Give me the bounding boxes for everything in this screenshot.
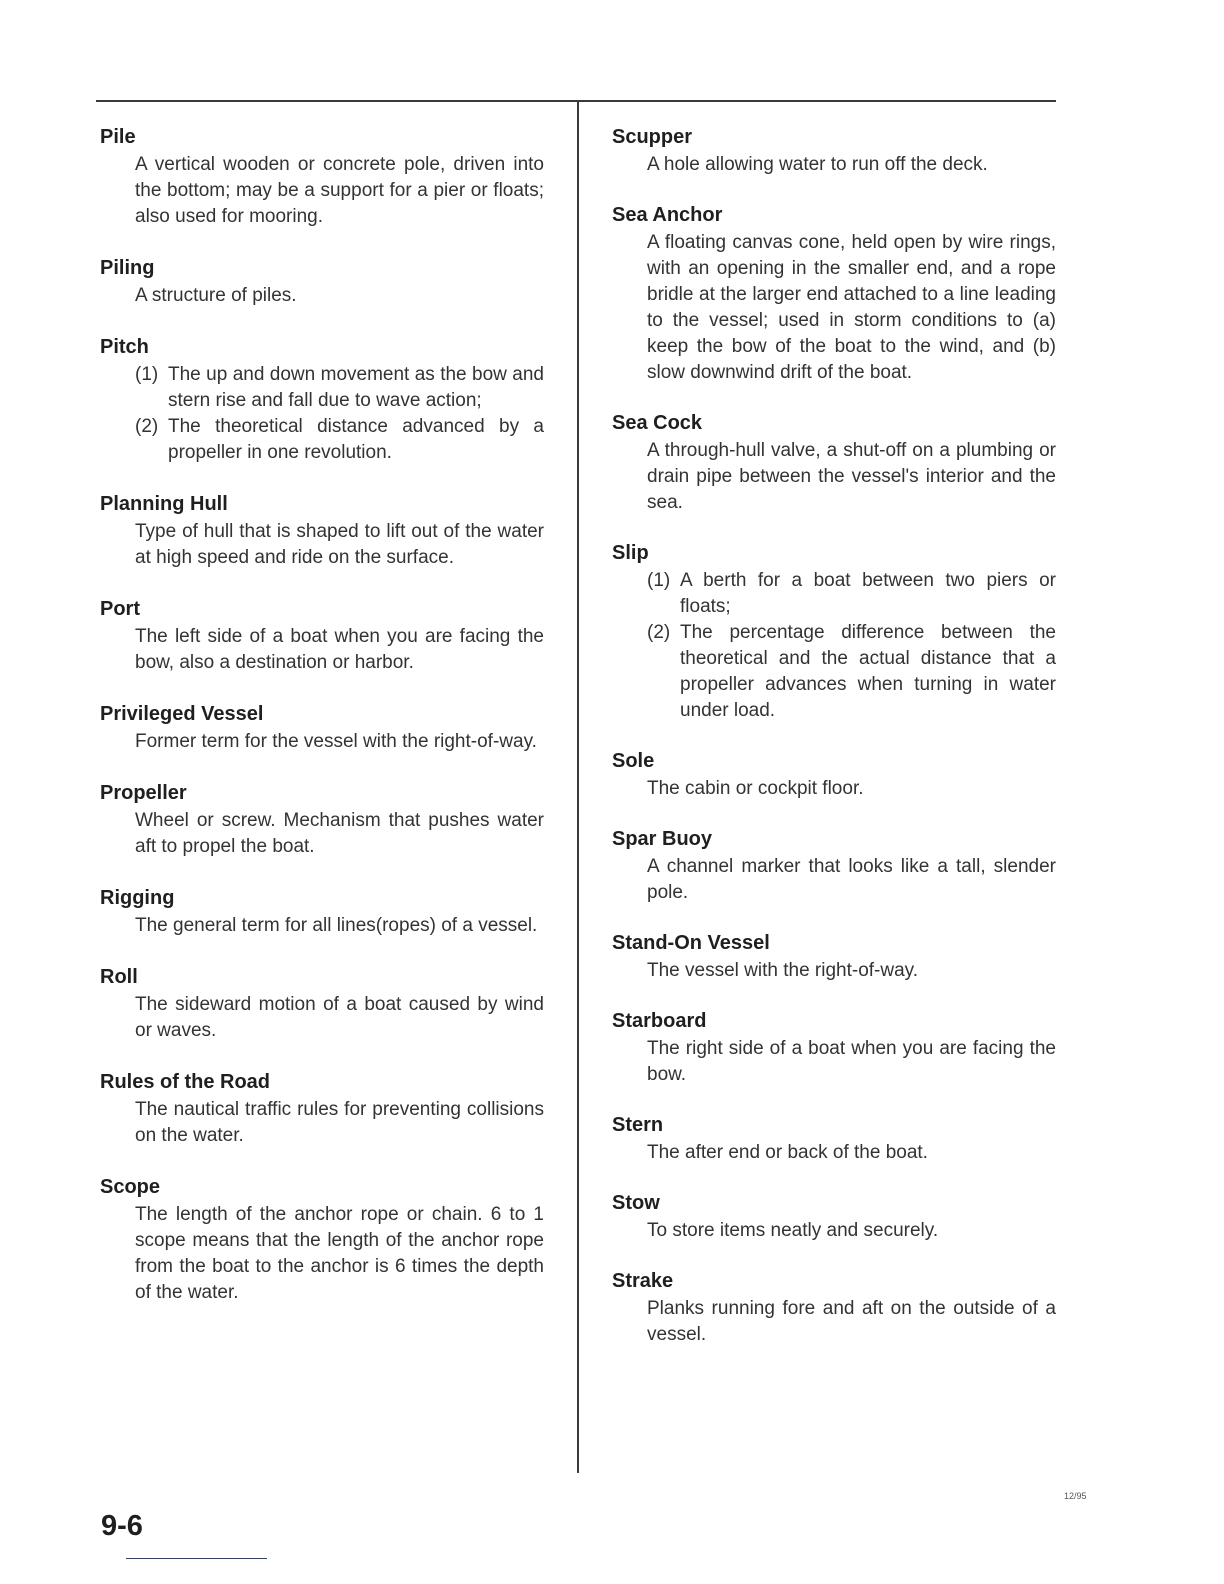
term-title: Rules of the Road [100,1071,271,1093]
glossary-entry-roll [100,962,544,1044]
term-title: Strake [612,1270,674,1292]
term-definition: The general term for all lines(ropes) of a vessel. [135,915,538,936]
term-definition: A vertical wooden or concrete pole, driven into the bottom; may be a support for a pier or floats; also used for mooring. [135,154,544,227]
glossary-entry-stand-on-vessel [612,928,1056,984]
document-code: 12/95 [1064,1491,1087,1501]
term-definition: The left side of a boat when you are facing the bow, also a destination or harbor. [135,626,544,673]
term-definition: The nautical traffic rules for preventing collisions on the water. [135,1099,544,1146]
term-title: Propeller [100,782,187,804]
term-title: Stow [612,1192,660,1214]
item-text: A berth for a boat between two piers or floats; [680,570,1056,617]
term-definition: The vessel with the right-of-way. [647,960,919,981]
term-definition: Wheel or screw. Mechanism that pushes water aft to propel the boat. [135,810,544,857]
bottom-rule [126,1558,267,1559]
term-title: Port [100,598,140,620]
item-number: (2) [135,416,159,437]
glossary-entry-piling [100,253,544,309]
glossary-entry-stern [612,1110,1056,1166]
glossary-entry-sea-anchor [612,200,1056,386]
glossary-entry-stow [612,1188,1056,1244]
item-number: (1) [647,570,671,591]
glossary-entry-pile [100,122,544,230]
term-definition: A floating canvas cone, held open by wire rings, with an opening in the smaller end, and a rope bridle at the larger end attached to a line leading to the vessel; used in storm conditions to (a) keep the bow of the boat to the wind, and (b) slow downwind drift of the boat. [647,232,1056,383]
term-definition: A structure of piles. [135,285,297,306]
term-title: Pitch [100,336,149,358]
term-title: Stand-On Vessel [612,932,770,954]
term-definition: The after end or back of the boat. [647,1142,928,1163]
item-number: (1) [135,364,159,385]
numbered-definition [135,414,544,466]
term-title: Stern [612,1114,664,1136]
term-title: Roll [100,966,138,988]
term-title: Planning Hull [100,493,228,515]
glossary-entry-strake [612,1266,1056,1348]
glossary-left-column [100,122,544,1306]
term-title: Spar Buoy [612,828,713,850]
glossary-entry-sea-cock [612,408,1056,516]
glossary-entry-sole [612,746,1056,802]
item-text: The percentage difference between the theoretical and the actual distance that a propeller advances when turning in water under load. [680,622,1056,721]
term-definition: Planks running fore and aft on the outside of a vessel. [647,1298,1056,1345]
item-text: The theoretical distance advanced by a propeller in one revolution. [168,416,544,463]
numbered-definition [135,362,544,414]
numbered-definition [647,620,1056,724]
glossary-entry-rules-of-the-road [100,1067,544,1149]
glossary-entry-planning-hull [100,489,544,571]
term-title: Starboard [612,1010,707,1032]
glossary-entry-privileged-vessel [100,699,544,755]
glossary-entry-scope [100,1172,544,1306]
term-title: Scope [100,1176,161,1198]
glossary-entry-pitch [100,332,544,466]
glossary-entry-port [100,594,544,676]
numbered-definition [647,568,1056,620]
glossary-entry-propeller [100,778,544,860]
glossary-entry-slip [612,538,1056,724]
term-definition: The length of the anchor rope or chain. 6 to 1 scope means that the length of the anchor rope from the boat to the anchor is 6 times the depth of the water. [135,1204,544,1303]
item-text: The up and down movement as the bow and stern rise and fall due to wave action; [168,364,544,411]
glossary-entry-rigging [100,883,544,939]
term-title: Sea Cock [612,412,703,434]
term-title: Scupper [612,126,693,148]
term-title: Pile [100,126,136,148]
glossary-entry-spar-buoy [612,824,1056,906]
term-definition: Type of hull that is shaped to lift out of the water at high speed and ride on the surface. [135,521,544,568]
glossary-right-column [612,122,1056,1348]
page-number: 9-6 [101,1510,143,1542]
item-number: (2) [647,622,671,643]
term-definition: A through-hull valve, a shut-off on a plumbing or drain pipe between the vessel's interior and the sea. [647,440,1056,513]
term-definition: The right side of a boat when you are facing the bow. [647,1038,1056,1085]
term-definition: Former term for the vessel with the right-of-way. [135,731,537,752]
term-definition: The cabin or cockpit floor. [647,778,864,799]
term-definition: The sideward motion of a boat caused by wind or waves. [135,994,544,1041]
term-definition: To store items neatly and securely. [647,1220,939,1241]
column-divider [577,101,579,1473]
term-definition: A channel marker that looks like a tall, slender pole. [647,856,1056,903]
term-title: Slip [612,542,649,564]
term-title: Sea Anchor [612,204,723,226]
glossary-entry-scupper [612,122,1056,178]
term-title: Privileged Vessel [100,703,264,725]
term-title: Piling [100,257,155,279]
glossary-entry-starboard [612,1006,1056,1088]
term-title: Sole [612,750,655,772]
term-definition: A hole allowing water to run off the deck. [647,154,988,175]
term-title: Rigging [100,887,175,909]
top-rule [96,100,1056,102]
